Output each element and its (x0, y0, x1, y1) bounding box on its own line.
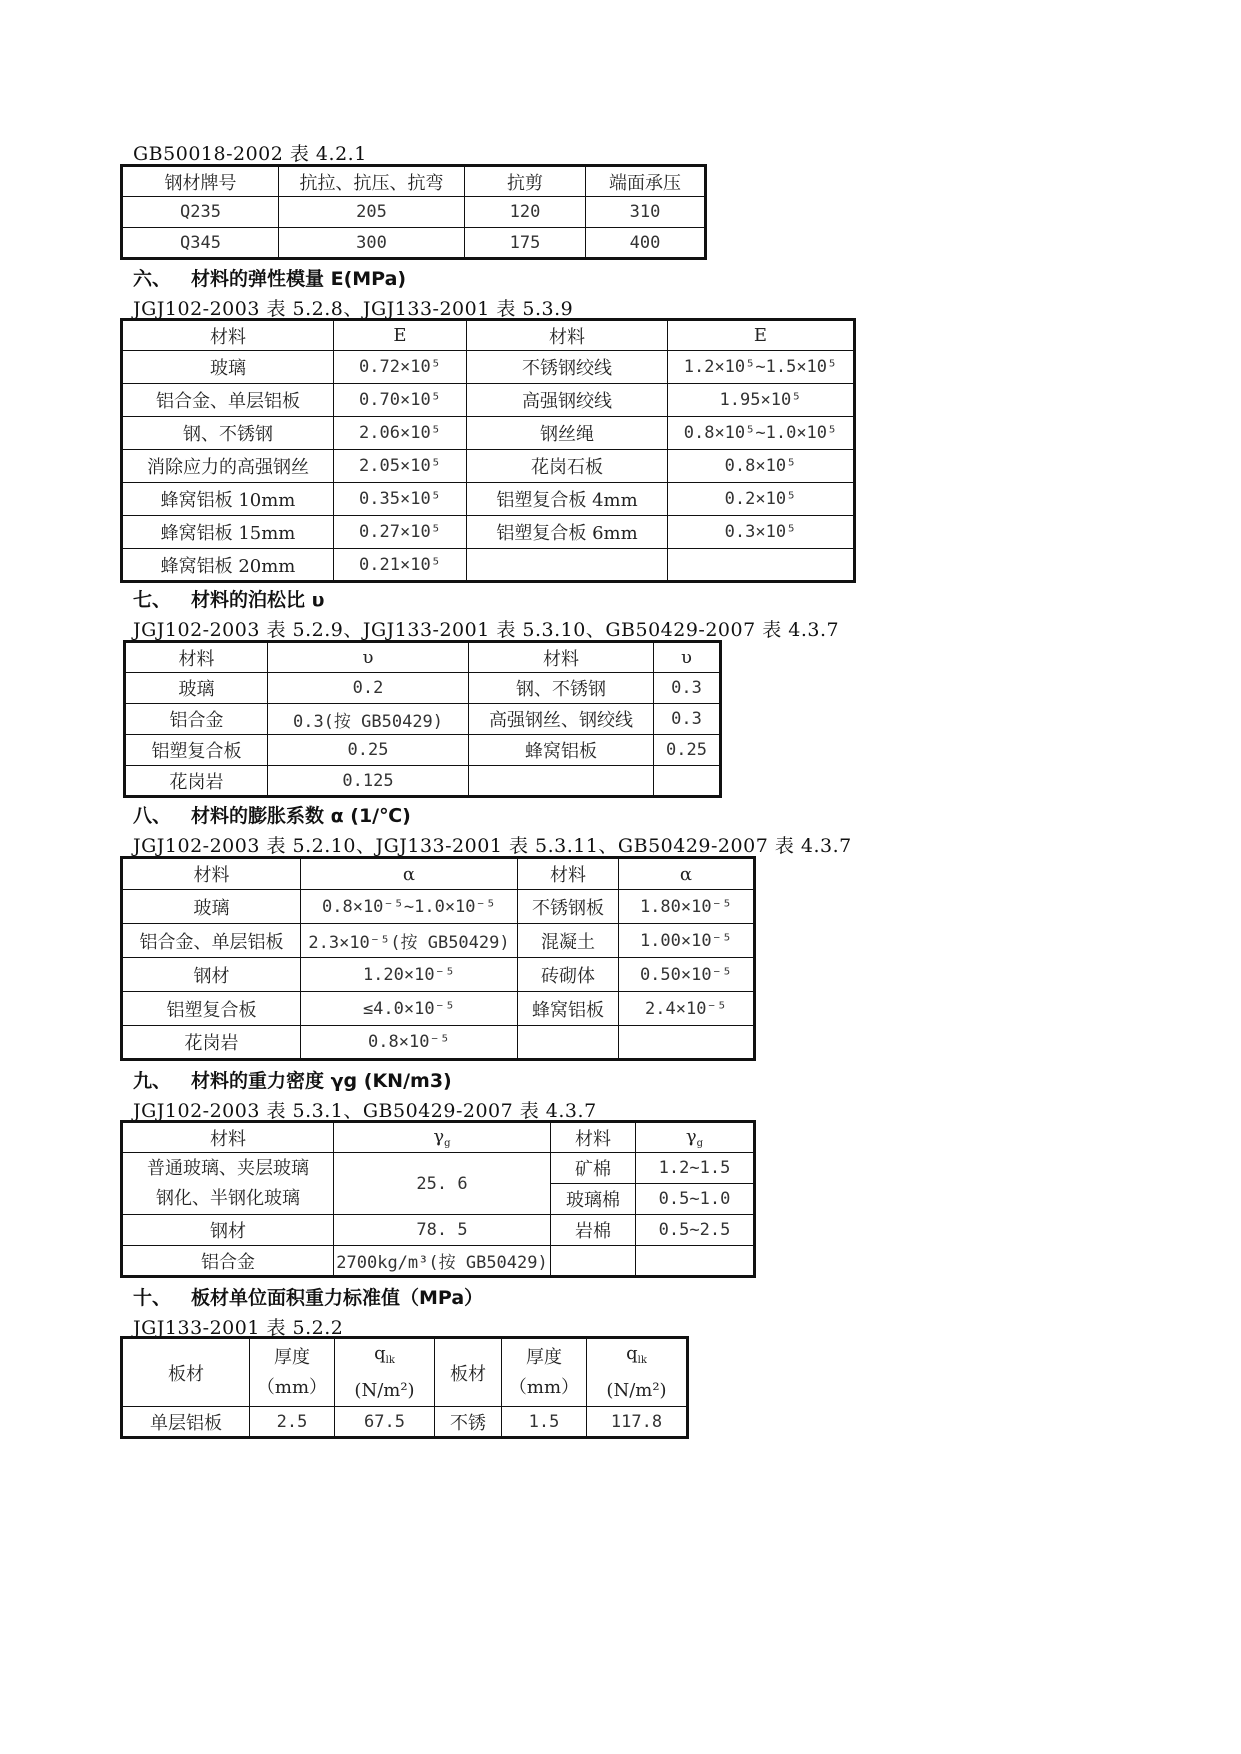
table-cell (551, 1246, 636, 1277)
table-cell: 0.8×10⁻⁵~1.0×10⁻⁵ (301, 890, 518, 924)
table-cell: 蜂窝铝板 (469, 735, 654, 766)
header-cell: 材料 (122, 1122, 334, 1153)
header-cell (502, 1338, 587, 1407)
table-row (122, 351, 855, 384)
table-header-row (122, 858, 755, 890)
q-subscript: lk (385, 1355, 395, 1366)
table-cell: 1.80×10⁻⁵ (619, 890, 755, 924)
table-row (122, 450, 855, 483)
table-cell: 0.5~2.5 (636, 1215, 755, 1246)
table-cell: 蜂窝铝板 10mm (122, 483, 334, 516)
table-cell: 0.25 (268, 735, 469, 766)
table-row (122, 992, 755, 1026)
header-cell: 抗拉、抗压、抗弯 (279, 166, 465, 197)
table-row (125, 673, 721, 704)
table-cell: 钢材 (122, 958, 301, 992)
header-cell (334, 1122, 551, 1153)
table-cell: 2.4×10⁻⁵ (619, 992, 755, 1026)
gamma-symbol: γ (685, 1126, 697, 1147)
header-cell: υ (268, 642, 469, 673)
table-cell: 铝塑复合板 (125, 735, 268, 766)
table-cell: 玻璃 (122, 890, 301, 924)
table-cell: 不锈钢板 (518, 890, 619, 924)
table-header-row (122, 166, 706, 197)
table-cell: 0.50×10⁻⁵ (619, 958, 755, 992)
q-symbol: q (374, 1343, 386, 1364)
table-cell: 300 (279, 228, 465, 259)
header-cell: υ (654, 642, 721, 673)
table-cell: 310 (586, 197, 706, 228)
table-cell: 120 (465, 197, 586, 228)
table-cell: 2.5 (250, 1407, 335, 1438)
table-cell: 0.3 (654, 704, 721, 735)
table-cell: 单层铝板 (122, 1407, 250, 1438)
table-cell: 玻璃棉 (551, 1184, 636, 1215)
section-number: 六、 (133, 268, 172, 290)
table-cell: 0.21×10⁵ (334, 549, 467, 582)
gamma-subscript: g (444, 1138, 451, 1149)
table-row (122, 483, 855, 516)
table-cell: 蜂窝铝板 15mm (122, 516, 334, 549)
table-cell: 高强钢丝、钢绞线 (469, 704, 654, 735)
table-cell: 不锈钢绞线 (467, 351, 668, 384)
table-cell: 1.2×10⁵~1.5×10⁵ (668, 351, 855, 384)
table-cell: 2.06×10⁵ (334, 417, 467, 450)
table-row (122, 1026, 755, 1060)
table-cell (668, 549, 855, 582)
section-title: 材料的泊松比 υ (191, 589, 325, 611)
section-title: 材料的弹性模量 E(MPa) (191, 268, 407, 290)
header-cell (335, 1338, 435, 1407)
table-cell: 2.3×10⁻⁵(按 GB50429) (301, 924, 518, 958)
table-cell: 0.2 (268, 673, 469, 704)
table-cell: 高强钢绞线 (467, 384, 668, 417)
table-row (122, 197, 706, 228)
table-cell: 0.3×10⁵ (668, 516, 855, 549)
table-cell: 1.20×10⁻⁵ (301, 958, 518, 992)
header-line: （mm） (508, 1376, 580, 1398)
table-cell: 花岗岩 (122, 1026, 301, 1060)
header-line (587, 1339, 686, 1376)
table-cell: 117.8 (587, 1407, 688, 1438)
table-row (122, 417, 855, 450)
table-row (122, 924, 755, 958)
table-cell: 0.2×10⁵ (668, 483, 855, 516)
gamma-symbol: γ (433, 1126, 445, 1147)
table-cell (518, 1026, 619, 1060)
table-cell: 0.3 (654, 673, 721, 704)
table-header-row (122, 1122, 755, 1153)
table-cell: 岩棉 (551, 1215, 636, 1246)
table-cell: 78. 5 (334, 1215, 551, 1246)
table-cell: 0.5~1.0 (636, 1184, 755, 1215)
header-cell: 材料 (518, 858, 619, 890)
table-cell: 玻璃 (125, 673, 268, 704)
header-cell (250, 1338, 335, 1407)
table-cell: 铝合金、单层铝板 (122, 384, 334, 417)
table-cell: ≤4.0×10⁻⁵ (301, 992, 518, 1026)
header-cell: 材料 (551, 1122, 636, 1153)
header-cell: α (301, 858, 518, 890)
table-cell: 0.8×10⁻⁵ (301, 1026, 518, 1060)
steel-strength-table (120, 164, 707, 260)
expansion-coefficient-table (120, 856, 756, 1061)
table-row (122, 384, 855, 417)
table-cell: 蜂窝铝板 20mm (122, 549, 334, 582)
table-cell: 0.25 (654, 735, 721, 766)
table-cell: 矿棉 (551, 1153, 636, 1184)
table-cell: 0.72×10⁵ (334, 351, 467, 384)
table-cell: 铝塑复合板 6mm (467, 516, 668, 549)
table-cell: 消除应力的高强钢丝 (122, 450, 334, 483)
glass-type-line: 钢化、半钢化玻璃 (156, 1187, 300, 1209)
section-heading-gravity-density (133, 1066, 452, 1093)
table-header-row (125, 642, 721, 673)
table-cell: Q235 (122, 197, 279, 228)
header-cell: 抗剪 (465, 166, 586, 197)
table-row (122, 958, 755, 992)
table-caption-steel-strength: GB50018-2002 表 4.2.1 (133, 143, 367, 165)
header-cell: 材料 (125, 642, 268, 673)
table-cell: Q345 (122, 228, 279, 259)
table-caption-panel-weight: JGJ133-2001 表 5.2.2 (133, 1317, 344, 1339)
section-number: 十、 (133, 1287, 172, 1309)
header-cell: E (334, 320, 467, 351)
table-caption-poisson-ratio: JGJ102-2003 表 5.2.9、JGJ133-2001 表 5.3.10、GB50429-2007 表 4.3.7 (133, 619, 840, 641)
table-row (125, 766, 721, 797)
table-cell: 67.5 (335, 1407, 435, 1438)
table-cell: 0.70×10⁵ (334, 384, 467, 417)
table-cell: 玻璃 (122, 351, 334, 384)
table-row (122, 228, 706, 259)
header-cell: 材料 (122, 858, 301, 890)
section-number: 八、 (133, 805, 172, 827)
elastic-modulus-table (120, 318, 856, 583)
table-cell: 铝合金、单层铝板 (122, 924, 301, 958)
q-subscript: lk (637, 1355, 647, 1366)
header-cell: 板材 (122, 1338, 250, 1407)
header-cell: 材料 (469, 642, 654, 673)
table-row (122, 516, 855, 549)
table-cell: 混凝土 (518, 924, 619, 958)
table-row (122, 1407, 688, 1438)
header-line: (N/m²) (606, 1380, 667, 1401)
header-line: 厚度 (526, 1346, 562, 1368)
table-cell: 2.05×10⁵ (334, 450, 467, 483)
table-cell (636, 1246, 755, 1277)
table-cell: 钢材 (122, 1215, 334, 1246)
table-cell: 铝合金 (122, 1246, 334, 1277)
table-cell: 砖砌体 (518, 958, 619, 992)
table-header-row (122, 1338, 688, 1407)
table-cell: 2700kg/m³(按 GB50429) (334, 1246, 551, 1277)
table-cell: 1.95×10⁵ (668, 384, 855, 417)
table-cell: 0.35×10⁵ (334, 483, 467, 516)
table-row (125, 735, 721, 766)
section-title: 材料的重力密度 γg (KN/m3) (191, 1070, 452, 1092)
table-cell: 铝塑复合板 (122, 992, 301, 1026)
q-symbol: q (626, 1343, 638, 1364)
section-heading-expansion-coefficient (133, 801, 411, 828)
panel-weight-table (120, 1336, 689, 1439)
table-row (122, 1246, 755, 1277)
table-cell: 铝塑复合板 4mm (467, 483, 668, 516)
header-cell (587, 1338, 688, 1407)
section-number: 九、 (133, 1070, 172, 1092)
header-line: (N/m²) (354, 1380, 415, 1401)
table-cell: 铝合金 (125, 704, 268, 735)
table-cell: 0.27×10⁵ (334, 516, 467, 549)
table-caption-gravity-density: JGJ102-2003 表 5.3.1、GB50429-2007 表 4.3.7 (133, 1100, 597, 1122)
table-cell: 蜂窝铝板 (518, 992, 619, 1026)
gravity-density-table (120, 1120, 756, 1278)
table-cell (654, 766, 721, 797)
table-caption-elastic-modulus: JGJ102-2003 表 5.2.8、JGJ133-2001 表 5.3.9 (133, 298, 574, 320)
table-cell: 不锈 (435, 1407, 502, 1438)
table-row (122, 890, 755, 924)
table-cell: 钢丝绳 (467, 417, 668, 450)
table-cell (469, 766, 654, 797)
table-row (122, 1215, 755, 1246)
header-line: 厚度 (274, 1346, 310, 1368)
table-cell: 1.2~1.5 (636, 1153, 755, 1184)
table-cell (619, 1026, 755, 1060)
section-heading-elastic-modulus (133, 264, 406, 291)
section-number: 七、 (133, 589, 172, 611)
header-cell: E (668, 320, 855, 351)
glass-type-line: 普通玻璃、夹层玻璃 (147, 1157, 309, 1179)
header-cell: 材料 (467, 320, 668, 351)
table-row (122, 1153, 755, 1184)
gamma-subscript: g (696, 1138, 704, 1149)
table-cell: 花岗石板 (467, 450, 668, 483)
table-header-row (122, 320, 855, 351)
header-cell (636, 1122, 755, 1153)
header-cell: 钢材牌号 (122, 166, 279, 197)
table-cell: 钢、不锈钢 (469, 673, 654, 704)
table-cell: 花岗岩 (125, 766, 268, 797)
section-title: 板材单位面积重力标准值（MPa） (191, 1287, 484, 1309)
table-cell: 钢、不锈钢 (122, 417, 334, 450)
table-cell: 25. 6 (334, 1153, 551, 1215)
header-cell: 端面承压 (586, 166, 706, 197)
section-title: 材料的膨胀系数 α (1/℃) (191, 805, 411, 827)
table-row (122, 549, 855, 582)
header-cell: α (619, 858, 755, 890)
poisson-ratio-table (123, 640, 722, 798)
table-cell: 1.00×10⁻⁵ (619, 924, 755, 958)
table-caption-expansion-coefficient: JGJ102-2003 表 5.2.10、JGJ133-2001 表 5.3.11、GB50429-2007 表 4.3.7 (133, 835, 852, 857)
table-cell: 0.8×10⁵~1.0×10⁵ (668, 417, 855, 450)
table-cell: 0.125 (268, 766, 469, 797)
table-row (125, 704, 721, 735)
table-cell (467, 549, 668, 582)
section-heading-panel-weight (133, 1283, 483, 1310)
table-cell: 175 (465, 228, 586, 259)
header-cell: 材料 (122, 320, 334, 351)
header-line (335, 1339, 434, 1376)
table-cell: 205 (279, 197, 465, 228)
table-cell-glass-types (122, 1153, 334, 1215)
table-cell: 0.3(按 GB50429) (268, 704, 469, 735)
table-cell: 0.8×10⁵ (668, 450, 855, 483)
table-cell: 1.5 (502, 1407, 587, 1438)
section-heading-poisson-ratio (133, 585, 324, 612)
table-cell: 400 (586, 228, 706, 259)
header-line: （mm） (256, 1376, 328, 1398)
header-cell: 板材 (435, 1338, 502, 1407)
